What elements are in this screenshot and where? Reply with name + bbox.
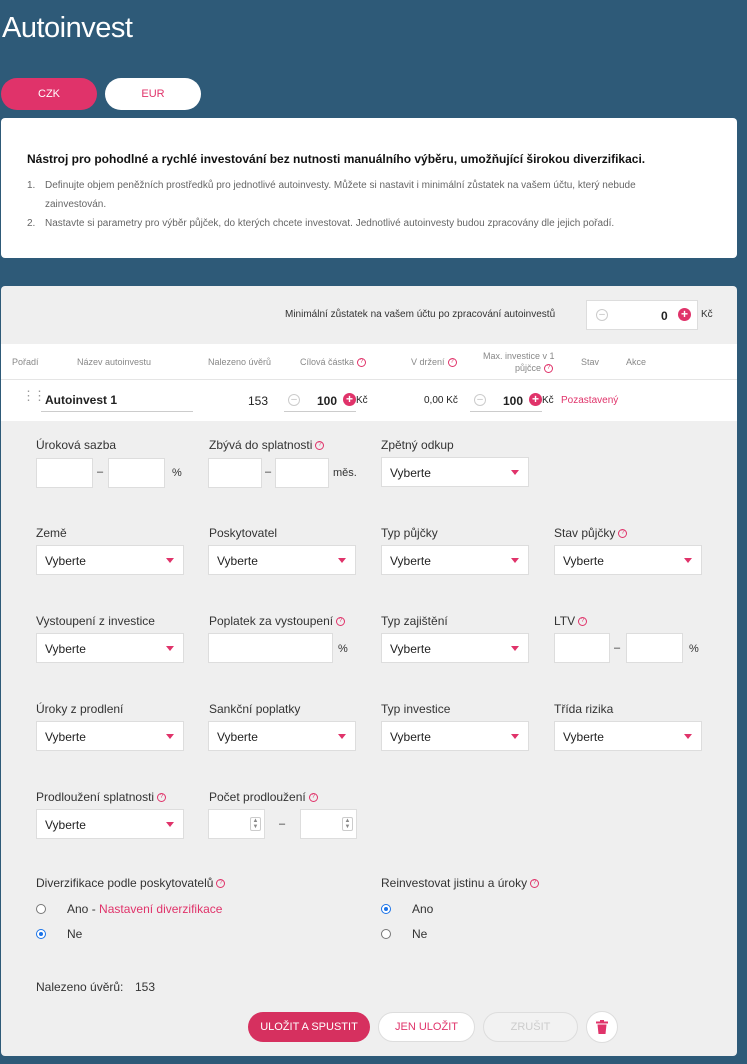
info-icon[interactable]: ? [544, 364, 553, 373]
header-found: Nalezeno úvěrů [208, 357, 272, 367]
max-unit: Kč [542, 395, 554, 406]
header-state: Stav [581, 357, 600, 367]
autoinvest-panel [1, 286, 737, 1056]
header-held-label: V držení [411, 357, 445, 367]
plus-icon[interactable]: + [529, 393, 542, 406]
chevron-down-icon [338, 734, 346, 739]
autoinvest-name-value[interactable]: Autoinvest 1 [45, 393, 118, 407]
summary-value: 153 [135, 980, 156, 994]
loan-type-label: Typ půjčky [381, 526, 438, 540]
step-1-line-2: zainvestován. [45, 199, 107, 210]
ltv-from-input[interactable] [554, 633, 610, 663]
interest-rate-unit: % [172, 467, 182, 479]
info-icon[interactable]: ? [448, 358, 457, 367]
extension-count-to-input[interactable] [300, 809, 357, 839]
loan-type-select[interactable] [381, 545, 529, 575]
header-action: Akce [626, 357, 647, 367]
risk-class-label: Třída rizika [554, 702, 614, 716]
max-stepper[interactable] [470, 388, 542, 412]
min-balance-unit: Kč [701, 309, 713, 320]
reinvest-no-label[interactable]: Ne [412, 927, 428, 941]
info-icon[interactable]: ? [530, 879, 539, 888]
country-select-value[interactable]: Vyberte [45, 554, 86, 568]
buyback-select-value[interactable]: Vyberte [390, 466, 431, 480]
extension-count-from-input[interactable] [208, 809, 265, 839]
header-held [411, 357, 457, 367]
extension-label-text: Prodloužení splatnosti [36, 790, 155, 804]
remaining-label [209, 438, 324, 452]
spinner-icon[interactable]: ▲ ▼ [342, 817, 353, 831]
chevron-down-icon [511, 646, 519, 651]
currency-czk-button[interactable]: CZK [1, 78, 97, 110]
header-max-label: půjčce [515, 363, 542, 373]
target-value[interactable]: 100 [317, 394, 338, 408]
diversification-settings-link[interactable]: Nastavení diverzifikace [99, 902, 223, 916]
info-icon[interactable]: ? [315, 441, 324, 450]
loan-state-label-text: Stav půjčky [554, 526, 616, 540]
delete-button[interactable] [586, 1011, 618, 1043]
page-title: Autoinvest [2, 12, 133, 44]
chevron-down-icon [166, 734, 174, 739]
ltv-unit: % [689, 643, 699, 655]
country-select[interactable] [36, 545, 184, 575]
min-balance-value[interactable]: 0 [661, 309, 668, 323]
info-icon[interactable]: ? [618, 529, 627, 538]
exit-select[interactable] [36, 633, 184, 663]
remaining-unit: měs. [333, 467, 357, 479]
min-balance-row [1, 286, 737, 344]
extension-select[interactable] [36, 809, 184, 839]
exit-select-value[interactable]: Vyberte [45, 642, 86, 656]
plus-icon[interactable]: + [343, 393, 356, 406]
ltv-dash: – [614, 642, 621, 654]
header-name: Název autoinvestu [77, 357, 152, 367]
header-max-line-1: Max. investice v 1 [483, 351, 555, 361]
chevron-down-icon [338, 558, 346, 563]
loan-state-select-value[interactable]: Vyberte [563, 554, 604, 568]
cancel-button[interactable]: ZRUŠIT [483, 1012, 578, 1042]
exit-fee-unit: % [338, 643, 348, 655]
late-interest-select[interactable] [36, 721, 184, 751]
diversification-yes-radio[interactable] [36, 904, 46, 914]
collateral-select-value[interactable]: Vyberte [390, 642, 431, 656]
diversification-label-text: Diverzifikace podle poskytovatelů [36, 876, 214, 890]
min-balance-stepper[interactable] [586, 300, 698, 330]
step-2-text: Nastavte si parametry pro výběr půjček, do kterých chcete investovat. Jednotlivé autoinvesty budou zpracovány dle jejich pořadí. [45, 218, 615, 229]
extension-count-dash: – [279, 818, 286, 830]
autoinvest-name-input[interactable] [41, 388, 193, 412]
trash-icon [596, 1020, 608, 1034]
target-stepper[interactable] [284, 388, 356, 412]
info-icon[interactable]: ? [578, 617, 587, 626]
reinvest-label-text: Reinvestovat jistinu a úroky [381, 876, 528, 890]
collateral-label: Typ zajištění [381, 614, 448, 628]
remaining-from-input[interactable] [208, 458, 262, 488]
plus-icon[interactable]: + [678, 308, 691, 321]
header-target-label: Cílová částka [300, 357, 355, 367]
diversification-no-label[interactable]: Ne [67, 927, 83, 941]
invest-type-select-value[interactable]: Vyberte [390, 730, 431, 744]
chevron-down-icon [511, 734, 519, 739]
extension-select-value[interactable]: Vyberte [45, 818, 86, 832]
provider-select[interactable] [208, 545, 356, 575]
step-2-number: 2. [27, 218, 36, 229]
country-label: Země [36, 526, 67, 540]
loan-state-select[interactable] [554, 545, 702, 575]
diversification-separator: - [91, 902, 96, 916]
collateral-select[interactable] [381, 633, 529, 663]
interest-rate-label: Úroková sazba [36, 438, 117, 452]
header-target [300, 357, 366, 367]
exit-label: Vystoupení z investice [36, 614, 155, 628]
ltv-label [554, 614, 587, 628]
chevron-down-icon [511, 558, 519, 563]
chevron-down-icon [166, 558, 174, 563]
info-icon[interactable]: ? [336, 617, 345, 626]
exit-fee-label-text: Poplatek za vystoupení [209, 614, 334, 628]
invest-type-label: Typ investice [381, 702, 451, 716]
header-max-line-2 [515, 363, 553, 373]
reinvest-yes-radio[interactable] [381, 904, 391, 914]
diversification-yes-option [67, 902, 222, 916]
minus-icon[interactable]: – [288, 394, 300, 406]
exit-fee-input[interactable] [208, 633, 333, 663]
diversification-yes-label[interactable]: Ano [67, 902, 89, 916]
invest-type-select[interactable] [381, 721, 529, 751]
spinner-icon[interactable]: ▲ ▼ [250, 817, 261, 831]
info-icon[interactable]: ? [357, 358, 366, 367]
buyback-select[interactable] [381, 457, 529, 487]
state-link[interactable]: Pozastavený [561, 395, 619, 406]
diversification-no-radio[interactable] [36, 929, 46, 939]
extension-label [36, 790, 166, 804]
intro-title: Nástroj pro pohodlné a rychlé investování bez nutnosti manuálního výběru, umožňující širokou diverzifikaci. [27, 152, 646, 166]
late-interest-select-value[interactable]: Vyberte [45, 730, 86, 744]
reinvest-label [381, 876, 539, 890]
interest-rate-dash: – [97, 466, 104, 478]
row-held: 0,00 Kč [424, 395, 458, 406]
intro-panel [1, 118, 737, 258]
row-found: 153 [248, 394, 269, 408]
chevron-down-icon [511, 470, 519, 475]
extension-count-label-text: Počet prodloužení [209, 790, 306, 804]
chevron-down-icon [684, 734, 692, 739]
remaining-dash: – [265, 466, 272, 478]
info-icon[interactable]: ? [157, 793, 166, 802]
risk-class-select[interactable] [554, 721, 702, 751]
min-balance-label: Minimální zůstatek na vašem účtu po zpracování autoinvestů [285, 309, 556, 320]
drag-handle-icon[interactable]: ⋮⋮ [22, 388, 44, 403]
chevron-down-icon [166, 646, 174, 651]
provider-label: Poskytovatel [209, 526, 278, 540]
minus-icon[interactable]: – [474, 394, 486, 406]
minus-icon[interactable]: – [596, 309, 608, 321]
save-and-run-button[interactable]: ULOŽIT A SPUSTIT [248, 1012, 370, 1042]
reinvest-yes-label[interactable]: Ano [412, 902, 434, 916]
summary-label: Nalezeno úvěrů: [36, 980, 124, 994]
currency-eur-button[interactable]: EUR [105, 78, 201, 110]
risk-class-select-value[interactable]: Vyberte [563, 730, 604, 744]
max-value[interactable]: 100 [503, 394, 524, 408]
save-only-button[interactable]: JEN ULOŽIT [378, 1012, 475, 1042]
provider-select-value[interactable]: Vyberte [217, 554, 258, 568]
loan-type-select-value[interactable]: Vyberte [390, 554, 431, 568]
late-interest-label: Úroky z prodlení [36, 702, 124, 716]
ltv-to-input[interactable] [626, 633, 683, 663]
penalty-select[interactable] [208, 721, 356, 751]
interest-rate-from-input[interactable] [36, 458, 93, 488]
table-header [1, 344, 737, 379]
chevron-down-icon [684, 558, 692, 563]
remaining-label-text: Zbývá do splatnosti [209, 438, 313, 452]
table-row [1, 379, 737, 421]
step-1-line-1: Definujte objem peněžních prostředků pro jednotlivé autoinvesty. Můžete si nastavit i minimální zůstatek na vašem účtu, který nebude [45, 180, 636, 191]
chevron-down-icon [166, 822, 174, 827]
reinvest-no-radio[interactable] [381, 929, 391, 939]
info-icon[interactable]: ? [309, 793, 318, 802]
interest-rate-to-input[interactable] [108, 458, 165, 488]
step-1-number: 1. [27, 180, 36, 191]
diversification-label [36, 876, 225, 890]
extension-count-label [209, 790, 318, 804]
header-order: Pořadí [12, 357, 39, 367]
info-icon[interactable]: ? [216, 879, 225, 888]
penalty-label: Sankční poplatky [209, 702, 301, 716]
exit-fee-label [209, 614, 345, 628]
loan-state-label [554, 526, 627, 540]
penalty-select-value[interactable]: Vyberte [217, 730, 258, 744]
remaining-to-input[interactable] [275, 458, 329, 488]
buyback-label: Zpětný odkup [381, 438, 454, 452]
target-unit: Kč [356, 395, 368, 406]
ltv-label-text: LTV [554, 614, 576, 628]
